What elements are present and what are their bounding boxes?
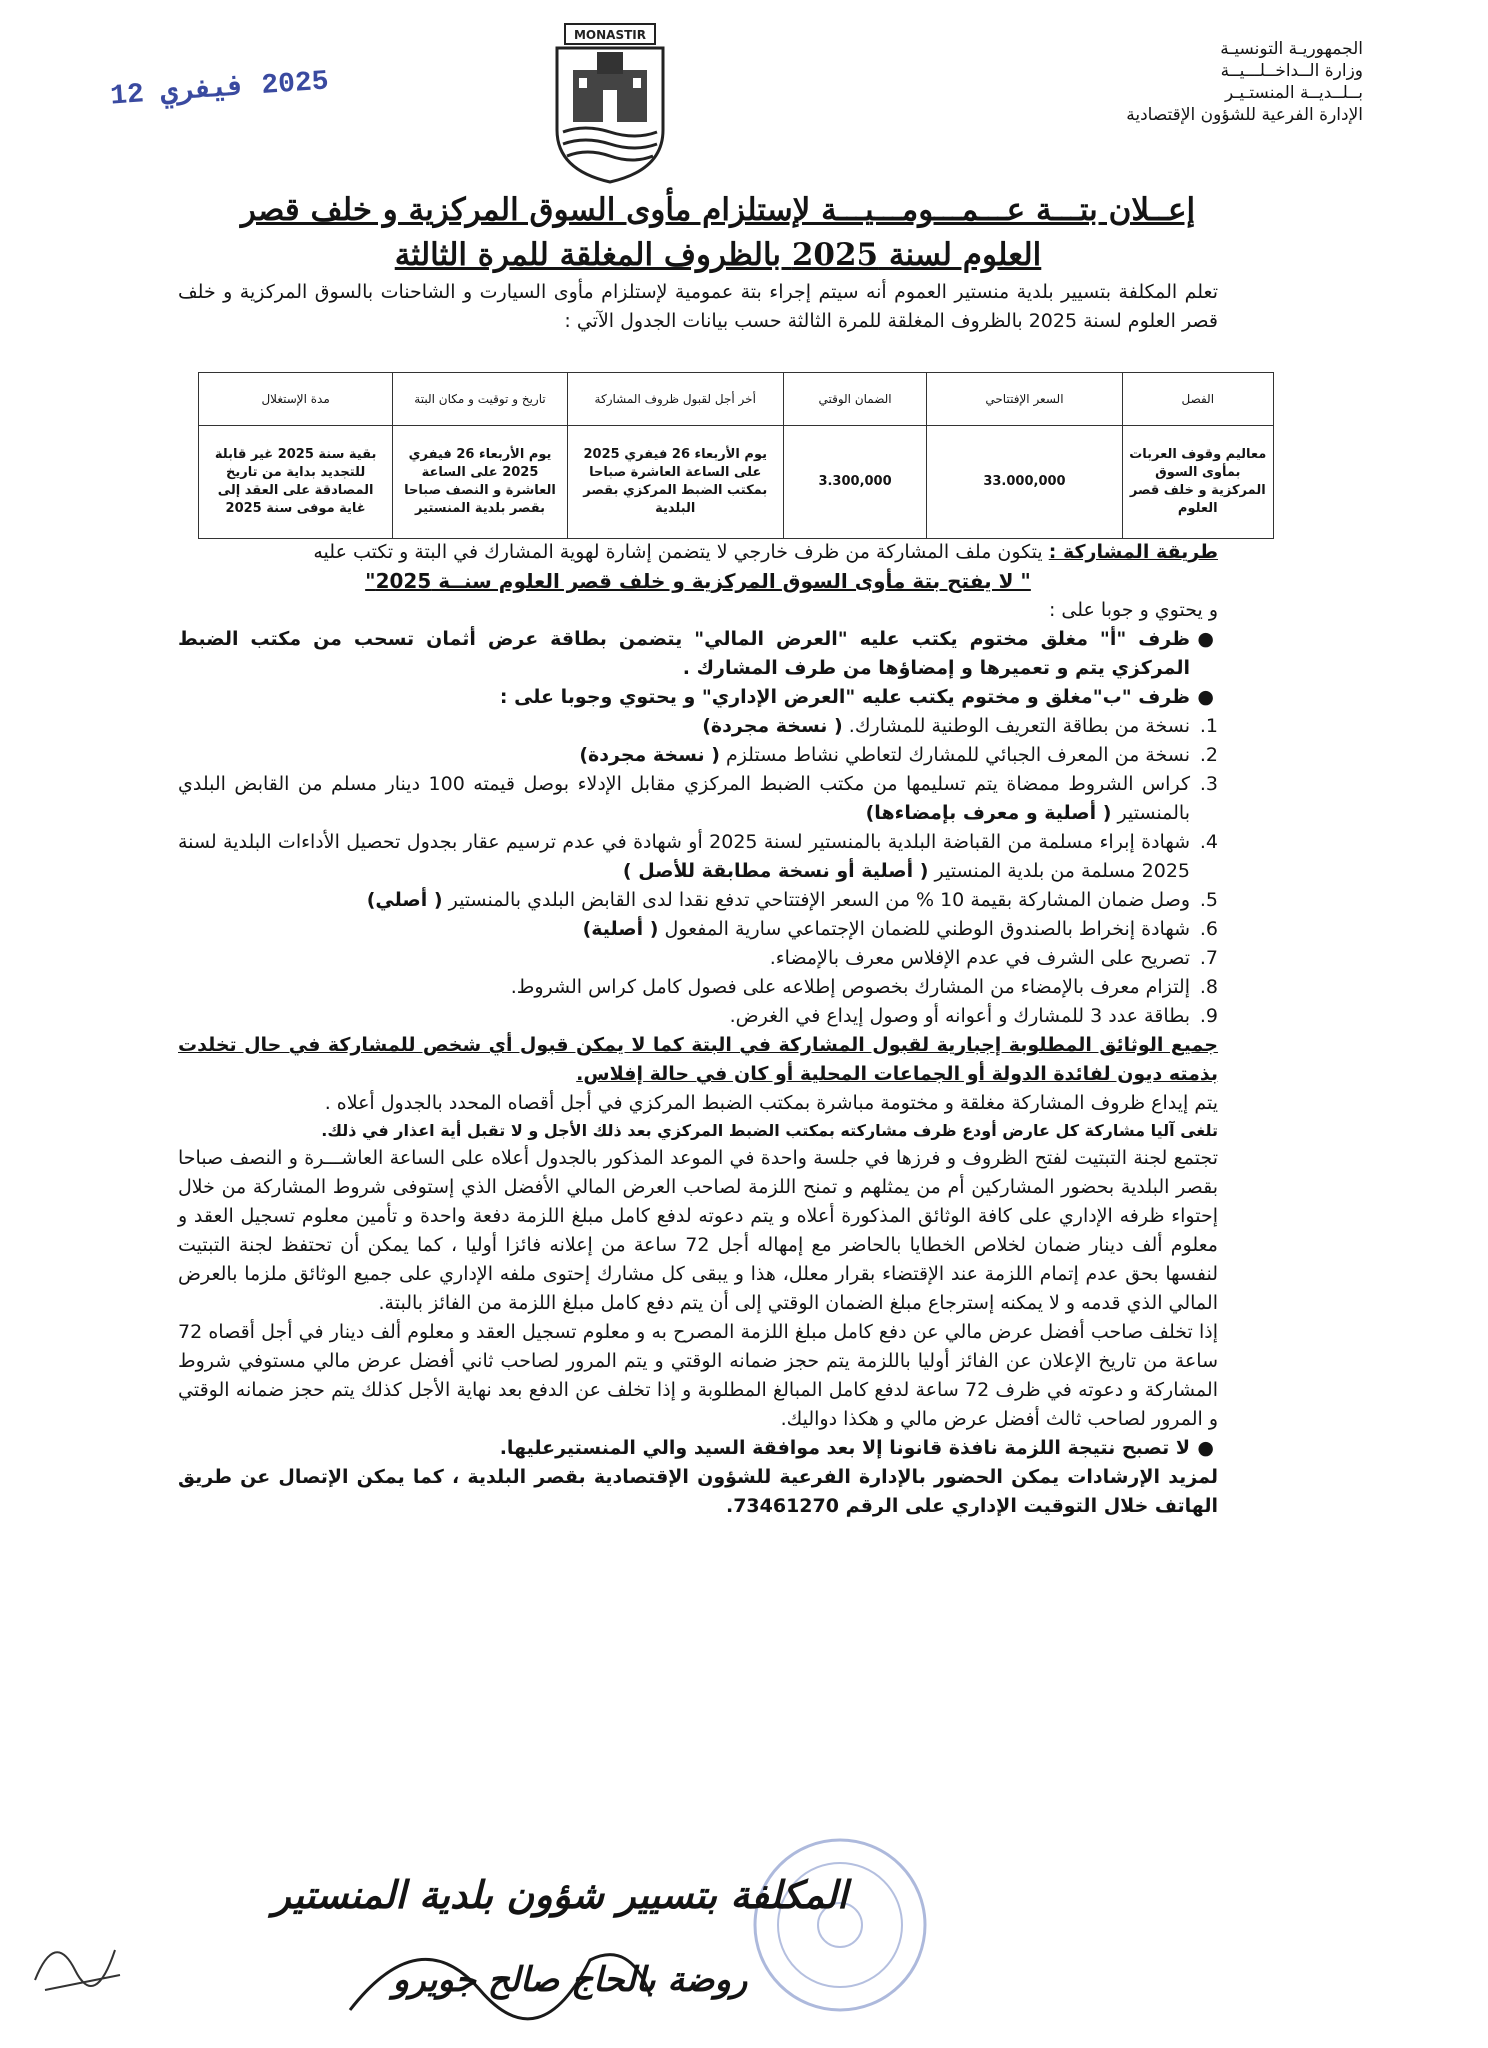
list-item: 8. إلتزام معرف بالإمضاء من المشارك بخصوص إطلاعه على فصول كامل كراس الشروط.	[510, 976, 1218, 998]
table-cell: بقية سنة 2025 غير قابلة للتجديد بداية من تاريخ المصادقة على العقد إلى غاية موفى سنة 2025	[199, 426, 393, 539]
contact-paragraph: لمزيد الإرشادات يمكن الحضور بالإدارة الفرعية للشؤون الإقتصادية بقصر البلدية ، كما يمكن الإتصال عن طريق الهاتف خلال التوقيت الإداري على الرقم 73461270.	[178, 1466, 1218, 1517]
header-cell: مدة الإستغلال	[199, 373, 393, 426]
title-line-2: العلوم لسنة 2025 بالظروف المغلقة للمرة الثالثة	[394, 237, 1042, 273]
signatory-name: روضة بالحاج صالح جويرو	[392, 1960, 748, 2000]
svg-text:MONASTIR: MONASTIR	[573, 28, 647, 42]
committee-paragraph: تجتمع لجنة التبتيت لفتح الظروف و فرزها في جلسة واحدة في الموعد المذكور بالجدول أعلاه على الساعة العاشـــرة و النصف صباحا بقصر البلدية بحضور المشاركين أم من يمثلهم و تمنح اللزمة لصاحب العرض المالي الأفضل الذي إستوفى شروط المشاركة من خلال إحتواء ظرفه الإداري على كافة الوثائق المذكورة أعلاه و يتم دعوته لدفع كامل مبلغ اللزمة دفعة واحدة و تأمين معلوم تسجيل العقد و معلوم ألف دينار ضمان لخلاص الخطايا بالحاضر مع إمهاله أجل 72 ساعة من إعلانه فائزا أوليا ، كما يمكن أن تحتفظ لجنة التبتيت لنفسها بحق عدم إتمام اللزمة عند الإقتضاء بقرار معلل، هذا و يبقى كل مشارك إحتوى ملفه الإداري على جميع الوثائق ملزما بالعرض المالي الذي قدمه و لا يمكنه إسترجاع مبلغ الضمان الوقتي إلى أن يتم دفع كامل مبلغ اللزمة من الفائز بالبتة.	[178, 1147, 1218, 1314]
list-item: 6. شهادة إنخراط بالصندوق الوطني للضمان الإجتماعي سارية المفعول ( أصلية)	[582, 918, 1218, 940]
received-date-stamp: 2025 فيفري 12	[109, 66, 330, 113]
envelope-caption: " لا يفتح بتة مأوى السوق المركزية و خلف قصر العلوم سنــة 2025"	[365, 569, 1031, 593]
cancel-paragraph: تلغى آليا مشاركة كل عارض أودع ظرف مشاركته بمكتب الضبط المركزي بعد ذلك الأجل و لا تقبل أية اعذار في ذلك.	[321, 1121, 1218, 1140]
table-cell: 33.000,000	[927, 426, 1122, 539]
envelope-b-item: ● ظرف "ب"مغلق و مختوم يكتب عليه "العرض الإداري" و يحتوي وجوبا على :	[499, 686, 1214, 708]
table-cell: 3.300,000	[783, 426, 927, 539]
signatory-title: المكلفة بتسيير شؤون بلدية المنستير	[272, 1872, 848, 1917]
header-line: بــلــديــة المنستـيـر	[1224, 83, 1363, 103]
table-cell: معاليم وقوف العربات بمأوى السوق المركزية و خلف قصر العلوم	[1122, 426, 1273, 539]
mandatory-notice: جميع الوثائق المطلوبة إجبارية لقبول المشاركة في البتة كما لا يمكن قبول أي شخص للمشاركة في حال تخلدت بذمته ديون لفائدة الدولة أو الجماعات المحلية أو كان في حالة إفلاس.	[178, 1034, 1218, 1085]
table-cell: يوم الأربعاء 26 فيفري 2025 على الساعة العاشرة و النصف صباحا بقصر بلدية المنستير	[393, 426, 568, 539]
header-cell: السعر الإفتتاحي	[927, 373, 1122, 426]
header-line: الجمهوريـة التونسيـة	[1220, 39, 1363, 59]
default-paragraph: إذا تخلف صاحب أفضل عرض مالي عن دفع كامل مبلغ اللزمة المصرح به و معلوم تسجيل العقد و معلوم ألف دينار في أجل أقصاه 72 ساعة من تاريخ الإعلان عن الفائز أوليا باللزمة يتم حجز ضمانه الوقتي و يتم المرور لصاحب ثاني أفضل عرض مالي مستوفي شروط المشاركة و دعوته في ظرف 72 ساعة لدفع كامل المبالغ المطلوبة و إذا تخلف عن الدفع بعد نهاية الأجل كذلك يتم حجز ضمانه الوقتي و المرور لصاحب ثالث أفضل عرض مالي و هكذا دواليك.	[178, 1321, 1218, 1430]
participation-section	[178, 538, 1218, 1521]
participation-text: يتكون ملف المشاركة من ظرف خارجي لا يتضمن إشارة لهوية المشارك في البتة و تكتب عليه	[313, 541, 1043, 563]
list-item: 9. بطاقة عدد 3 للمشارك و أعوانه أو وصول إيداع في الغرض.	[729, 1005, 1218, 1027]
header-cell: الضمان الوقتي	[783, 373, 927, 426]
list-item: 4. شهادة إبراء مسلمة من القباضة البلدية بالمنستير لسنة 2025 أو شهادة في عدم ترسيم عقار بجدول تحصيل الأداءات البلدية لسنة 2025 مسلمة من بلدية المنستير ( أصلية أو نسخة مطابقة للأصل )	[178, 831, 1218, 882]
monastir-crest-icon	[545, 20, 675, 185]
table-header-row	[199, 373, 1274, 426]
header-line: الإدارة الفرعية للشؤون الإقتصادية	[1126, 105, 1363, 125]
header-line: وزارة الــداخــلـــيــة	[1220, 61, 1363, 81]
title-line-1: إعــلان بتـــة عـــمـــومـــيـــة لإستلزام مأوى السوق المركزية و خلف قصر	[240, 192, 1196, 228]
header-cell: أخر أجل لقبول ظروف المشاركة	[567, 373, 783, 426]
documents-list	[178, 712, 1218, 1031]
list-item: 1. نسخة من بطاقة التعريف الوطنية للمشارك. ( نسخة مجردة)	[702, 715, 1218, 737]
table-row	[199, 426, 1274, 539]
approval-item: ● لا تصبح نتيجة اللزمة نافذة قانونا إلا بعد موافقة السيد والي المنستيرعليها.	[499, 1437, 1214, 1459]
list-item: 5. وصل ضمان المشاركة بقيمة 10 % من السعر الإفتتاحي تدفع نقدا لدى القابض البلدي بالمنستير ( أصلي)	[366, 889, 1218, 911]
header-cell: تاريخ و توقيت و مكان البتة	[393, 373, 568, 426]
intro-paragraph: تعلم المكلفة بتسيير بلدية منستير العموم أنه سيتم إجراء بتة عمومية لإستلزام مأوى السيارت و الشاحنات بالسوق المركزية و خلف قصر العلوم لسنة 2025 بالظروف المغلقة للمرة الثالثة حسب بيانات الجدول الآتي :	[178, 281, 1218, 332]
table-cell: يوم الأربعاء 26 فيفري 2025 على الساعة العاشرة صباحا بمكتب الضبط المركزي بقصر البلدية	[567, 426, 783, 539]
list-item: 3. كراس الشروط ممضاة يتم تسليمها من مكتب الضبط المركزي مقابل الإدلاء بوصل قيمته 100 دينار مسلم من القابض البلدي بالمنستير ( أصلية و معرف بإمضاءها)	[178, 773, 1218, 824]
announcement-title	[218, 188, 1218, 278]
list-item: 2. نسخة من المعرف الجبائي للمشارك لتعاطي نشاط مستلزم ( نسخة مجردة)	[579, 744, 1218, 766]
tender-table	[198, 372, 1274, 539]
list-item: 7. تصريح على الشرف في عدم الإفلاس معرف بالإمضاء.	[769, 947, 1218, 969]
initials-scribble-icon	[25, 1920, 135, 2000]
ministry-header	[1063, 38, 1363, 126]
contains-text: و يحتوي و جوبا على :	[1048, 599, 1218, 621]
header-cell: الفصل	[1122, 373, 1273, 426]
envelope-a-item: ● ظرف "أ" مغلق مختوم يكتب عليه "العرض المالي" يتضمن بطاقة عرض أثمان تسحب من مكتب الضبط المركزي يتم و تعميرها و إمضاؤها من طرف المشارك .	[178, 628, 1214, 679]
deposit-paragraph: يتم إيداع ظروف المشاركة مغلقة و مختومة مباشرة بمكتب الضبط المركزي في أجل أقصاه المحدد بالجدول أعلاه .	[324, 1092, 1218, 1114]
participation-label: طريقة المشاركة :	[1048, 541, 1218, 563]
participation-paragraph	[178, 538, 1218, 567]
